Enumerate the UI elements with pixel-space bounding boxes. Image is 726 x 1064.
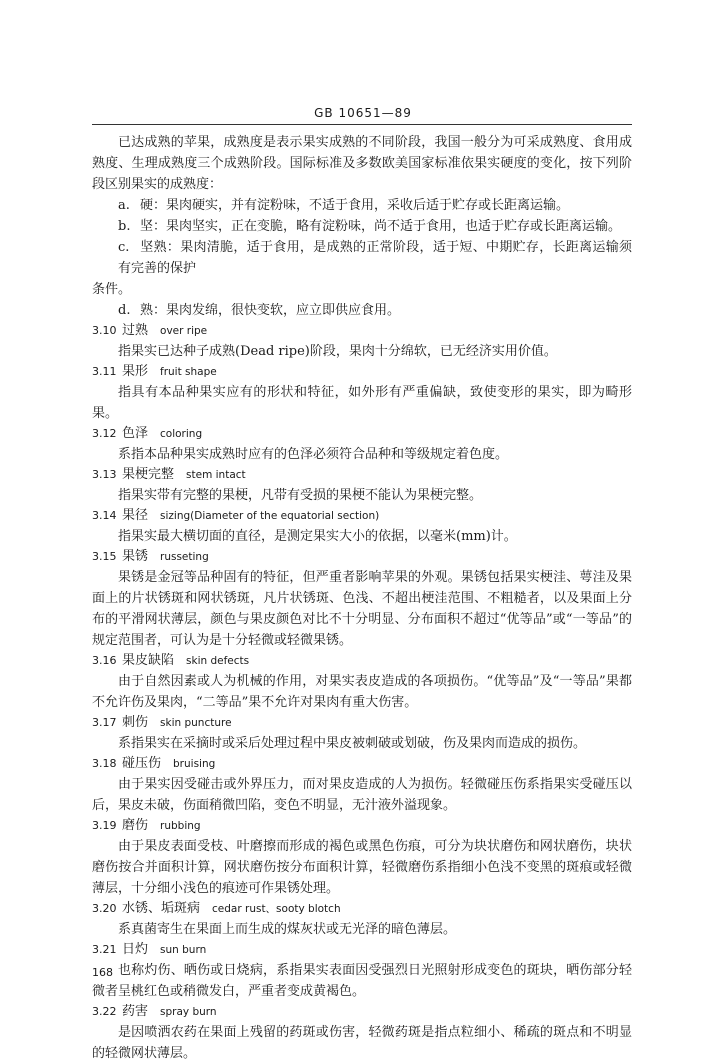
term-number: 3.14 (92, 509, 117, 522)
term-chinese: 过熟 (122, 323, 149, 338)
term-heading (92, 816, 632, 836)
term-heading (92, 362, 632, 382)
header-rule (92, 124, 632, 125)
term-heading (92, 651, 632, 671)
term-heading (92, 465, 632, 485)
term-english: fruit shape (160, 366, 217, 378)
term-definition: 系指本品种果实成熟时应有的色泽必须符合品种和等级规定着色度。 (118, 447, 509, 462)
maturity-item-label: b. (118, 219, 131, 234)
term-english: coloring (160, 428, 203, 440)
term-number: 3.22 (92, 1005, 117, 1018)
term-definition: 由于果皮表面受枝、叶磨擦而形成的褐色或黑色伤痕，可分为块状磨伤和网状磨伤，块状磨伤按合并面积计算，网状磨伤按分布面积计算，轻微磨伤系指细小色浅不变黑的斑痕或轻微薄层，十分细小浅色的痕迹可作果锈处理。 (92, 839, 632, 896)
term-heading (92, 899, 632, 919)
term-chinese: 日灼 (122, 942, 149, 957)
maturity-item-label: a. (118, 198, 130, 213)
term-number: 3.21 (92, 943, 117, 956)
term-english: rubbing (160, 820, 201, 832)
term-chinese: 果皮缺陷 (122, 653, 175, 668)
term-english: skin puncture (160, 717, 232, 729)
term-definition: 由于自然因素或人为机械的作用，对果实表皮造成的各项损伤。“优等品”及“一等品”果都不允许伤及果肉，“二等品”果不允许对果肉有重大伤害。 (92, 674, 632, 710)
term-english: sun burn (160, 944, 207, 956)
term-english: sizing(Diameter of the equatorial section) (160, 510, 380, 522)
standard-code-header: GB 10651—89 (314, 106, 412, 120)
term-number: 3.13 (92, 468, 117, 481)
term-heading (92, 713, 632, 733)
term-definition: 指果实已达种子成熟(Dead ripe)阶段，果肉十分绵软，已无经济实用价值。 (118, 344, 557, 359)
term-definition: 由于果实因受碰击或外界压力，而对果皮造成的人为损伤。轻微碰压伤系指果实受碰压以后，果皮未破，伤面稍微凹陷，变色不明显，无汁液外溢现象。 (92, 777, 632, 813)
term-english: bruising (173, 758, 216, 770)
term-heading (92, 321, 632, 341)
term-number: 3.15 (92, 550, 117, 563)
maturity-item (92, 237, 632, 279)
maturity-item-label: c. (118, 240, 130, 255)
term-chinese: 果形 (122, 364, 149, 379)
term-heading (92, 424, 632, 444)
term-heading (92, 506, 632, 526)
term-chinese: 果梗完整 (122, 467, 175, 482)
term-number: 3.20 (92, 902, 117, 915)
maturity-item (92, 195, 632, 216)
term-heading (92, 940, 632, 960)
term-chinese: 药害 (122, 1004, 149, 1019)
term-english: skin defects (186, 655, 250, 667)
term-chinese: 果锈 (122, 549, 149, 564)
term-list (92, 321, 632, 1064)
term-chinese: 碰压伤 (122, 756, 162, 771)
term-english: russeting (160, 551, 209, 563)
term-english: stem intact (186, 469, 246, 481)
term-definition: 指果实带有完整的果梗，凡带有受损的果梗不能认为果梗完整。 (118, 488, 483, 503)
term-number: 3.17 (92, 716, 117, 729)
term-definition: 也称灼伤、晒伤或日烧病，系指果实表面因受强烈日光照射形成变色的斑块，晒伤部分轻微者呈桃红色或稍微发白，严重者变成黄褐色。 (92, 963, 632, 999)
term-chinese: 果径 (122, 508, 149, 523)
term-number: 3.11 (92, 365, 117, 378)
term-english: cedar rust、sooty blotch (212, 903, 341, 915)
term-chinese: 色泽 (122, 426, 149, 441)
document-body (92, 132, 632, 1064)
page-number: 168 (92, 966, 113, 979)
term-definition: 系指果实在采摘时或采后处理过程中果皮被刺破或划破，伤及果肉而造成的损伤。 (118, 736, 587, 751)
term-number: 3.10 (92, 324, 117, 337)
term-english: over ripe (160, 325, 208, 337)
maturity-list (92, 195, 632, 321)
term-chinese: 水锈、垢斑病 (122, 901, 201, 916)
term-chinese: 磨伤 (122, 818, 149, 833)
term-number: 3.12 (92, 427, 117, 440)
maturity-item-text: 硬：果肉硬实，并有淀粉味，不适于食用，采收后适于贮存或长距离运输。 (140, 198, 570, 213)
maturity-item-text: 坚熟：果肉清脆，适于食用，是成熟的正常阶段，适于短、中期贮存，长距离运输须有完善的保护 (118, 240, 632, 276)
term-number: 3.18 (92, 757, 117, 770)
term-number: 3.16 (92, 654, 117, 667)
term-definition: 果锈是金冠等品种固有的特征，但严重者影响苹果的外观。果锈包括果实梗洼、萼洼及果面上的片状锈斑和网状锈斑，凡片状锈斑、色浅、不超出梗洼范围、不粗糙者，以及果面上分布的平滑网状薄层，颜色与果皮颜色对比不十分明显、分布面积不超过“优等品”或“一等品”的规定范围者，可认为是十分轻微或轻微果锈。 (92, 570, 632, 648)
term-chinese: 刺伤 (122, 715, 149, 730)
term-definition: 指具有本品种果实应有的形状和特征，如外形有严重偏缺，致使变形的果实，即为畸形果。 (92, 385, 632, 421)
term-number: 3.19 (92, 819, 117, 832)
term-heading (92, 754, 632, 774)
term-english: spray burn (160, 1006, 217, 1018)
intro-paragraph: 已达成熟的苹果，成熟度是表示果实成熟的不同阶段，我国一般分为可采成熟度、食用成熟度、生理成熟度三个成熟阶段。国际标准及多数欧美国家标准依果实硬度的变化，按下列阶段区别果实的成熟度： (92, 135, 632, 192)
maturity-item-continuation: 条件。 (92, 282, 132, 297)
maturity-item-label: d. (118, 303, 131, 318)
maturity-item-text: 熟：果肉发绵，很快变软，应立即供应食用。 (140, 303, 401, 318)
maturity-item (92, 300, 632, 321)
term-heading (92, 1002, 632, 1022)
term-definition: 是因喷洒农药在果面上残留的药斑或伤害，轻微药斑是指点粒细小、稀疏的斑点和不明显的轻微网状薄层。 (92, 1025, 632, 1061)
term-definition: 指果实最大横切面的直径，是测定果实大小的依据，以毫米(mm)计。 (118, 529, 517, 544)
maturity-item-text: 坚：果肉坚实，正在变脆，略有淀粉味，尚不适于食用，也适于贮存或长距离运输。 (140, 219, 622, 234)
term-heading (92, 547, 632, 567)
maturity-item (92, 216, 632, 237)
term-definition: 系真菌寄生在果面上而生成的煤灰状或无光泽的暗色薄层。 (118, 922, 457, 937)
